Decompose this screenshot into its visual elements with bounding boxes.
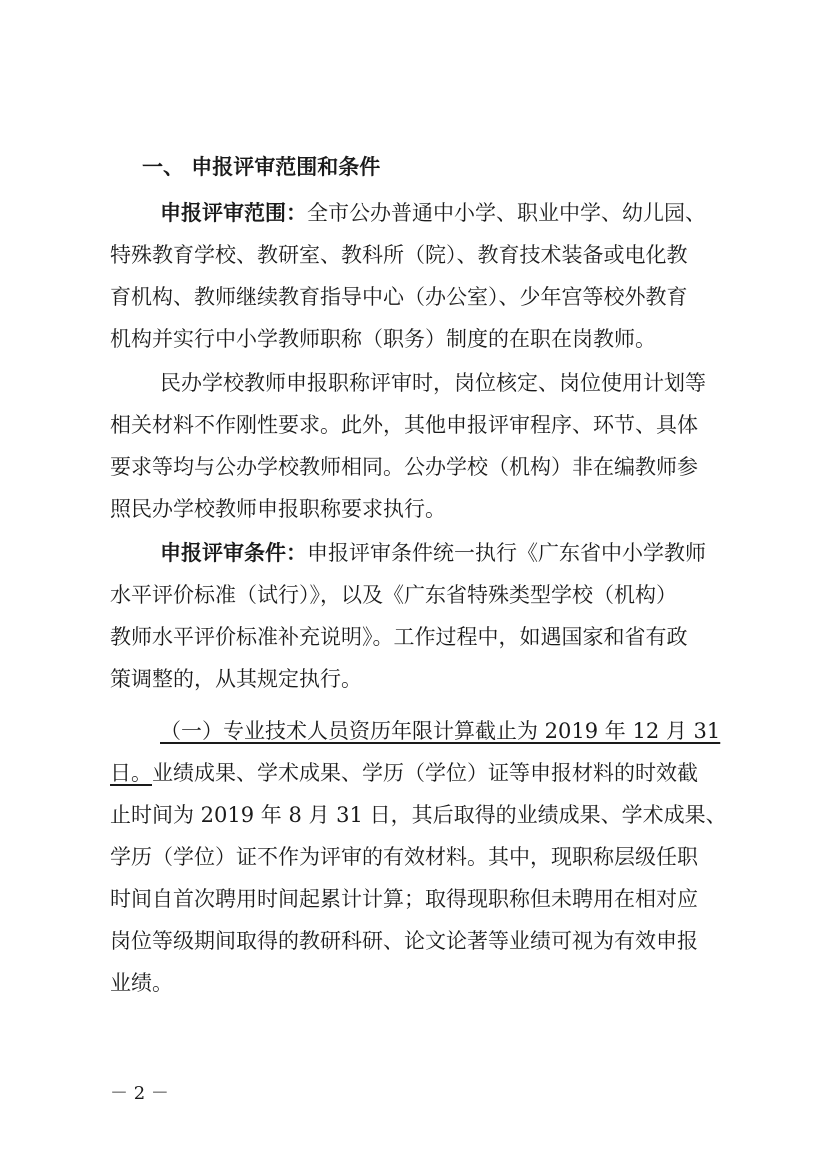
item1-line-4: 学历（学位）证不作为评审的有效材料。其中，现职称层级任职 xyxy=(110,845,698,869)
scope-label: 申报评审范围： xyxy=(160,201,307,225)
private-line-4: 照民办学校教师申报职称要求执行。 xyxy=(110,497,446,521)
item1-text-2: 业绩成果、学术成果、学历（学位）证等申报材料的时效截 xyxy=(152,761,698,785)
conditions-text-1: 申报评审条件统一执行《广东省中小学教师 xyxy=(307,541,706,565)
scope-line-2: 特殊教育学校、教研室、教科所（院）、教育技术装备或电化教 xyxy=(110,243,688,267)
item1-line-2 xyxy=(110,756,698,790)
item1-line-3: 止时间为 2019 年 8 月 31 日，其后取得的业绩成果、学术成果、 xyxy=(110,803,727,827)
item1-underlined-2: 日。 xyxy=(110,761,152,785)
private-line-2: 相关材料不作刚性要求。此外，其他申报评审程序、环节、具体 xyxy=(110,413,698,437)
section-heading: 一、 申报评审范围和条件 xyxy=(142,155,381,179)
page-number: － 2 － xyxy=(110,1083,169,1104)
scope-line-3: 育机构、教师继续教育指导中心（办公室）、少年宫等校外教育 xyxy=(110,285,688,309)
conditions-line-2: 水平评价标准（试行）》，以及《广东省特殊类型学校（机构） xyxy=(110,583,677,607)
conditions-line-4: 策调整的，从其规定执行。 xyxy=(110,667,362,691)
item1-underlined-1: （一）专业技术人员资历年限计算截止为 2019 年 12 月 31 xyxy=(160,719,721,743)
conditions-label: 申报评审条件： xyxy=(160,541,307,565)
conditions-line-3: 教师水平评价标准补充说明》。工作过程中，如遇国家和省有政 xyxy=(110,625,688,649)
item1-line-6: 岗位等级期间取得的教研科研、论文论著等业绩可视为有效申报 xyxy=(110,929,698,953)
scope-line-1 xyxy=(160,196,706,230)
private-line-3: 要求等均与公办学校教师相同。公办学校（机构）非在编教师参 xyxy=(110,455,698,479)
item1-line-5: 时间自首次聘用时间起累计计算；取得现职称但未聘用在相对应 xyxy=(110,887,698,911)
item1-line-1 xyxy=(160,714,720,748)
item1-line-7: 业绩。 xyxy=(110,971,173,995)
scope-line-4: 机构并实行中小学教师职称（职务）制度的在职在岗教师。 xyxy=(110,327,656,351)
scope-text-1: 全市公办普通中小学、职业中学、幼儿园、 xyxy=(307,201,706,225)
private-line-1: 民办学校教师申报职称评审时，岗位核定、岗位使用计划等 xyxy=(160,371,706,395)
conditions-line-1 xyxy=(160,536,706,570)
